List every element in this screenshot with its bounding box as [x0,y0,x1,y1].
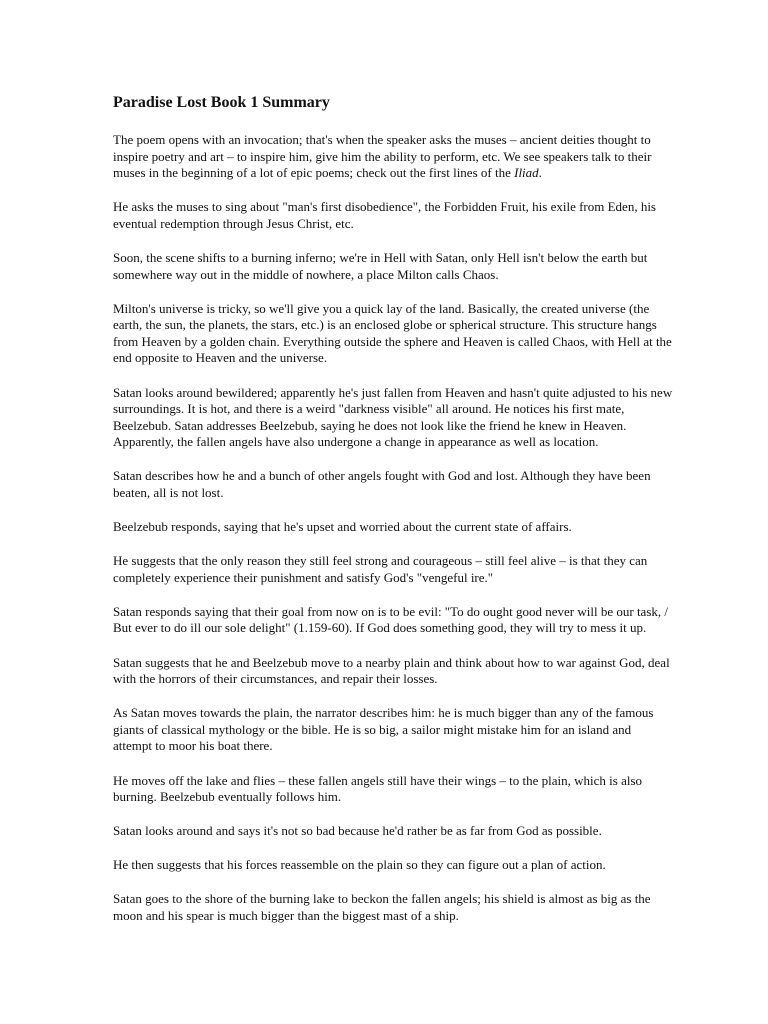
paragraph-invocation [113,132,673,182]
paragraph: Soon, the scene shifts to a burning inferno; we're in Hell with Satan, only Hell isn't below the earth but somewhere way out in the middle of nowhere, a place Milton calls Chaos. [113,249,648,282]
document-title: Paradise Lost Book 1 Summary [113,94,330,111]
paragraph: He asks the muses to sing about "man's first disobedience", the Forbidden Fruit, his exile from Eden, his eventual redemption through Jesus Christ, etc. [113,199,656,231]
paragraph: Beelzebub responds, saying that he's upset and worried about the current state of affairs. [113,519,572,535]
paragraph: Satan looks around bewildered; apparently he's just fallen from Heaven and hasn't quite adjusted to his new surroundings. It is hot, and there is a weird "darkness visible" all around. He notices his first mate, Beelzebub. Satan addresses Beelzebub, saying he does not look like the friend he knew in Heaven. Apparently, the fallen angels have also undergone a change in appearance as well as location. [113,384,673,450]
paragraph: Satan describes how he and a bunch of other angels fought with God and lost. Although they have been beaten, all is not lost. [113,468,651,500]
paragraph: He then suggests that his forces reassemble on the plain so they can figure out a plan of action. [113,857,606,873]
paragraph: Milton's universe is tricky, so we'll give you a quick lay of the land. Basically, the created universe (the earth, the sun, the planets, the stars, etc.) is an enclosed globe or spherical structure. This structure hangs from Heaven by a golden chain. Everything outside the sphere and Heaven is called Chaos, with Hell at the end opposite to Heaven and the universe. [113,300,672,366]
paragraph: As Satan moves towards the plain, the narrator describes him: he is much bigger than any of the famous giants of classical mythology or the bible. He is so big, a sailor might mistake him for an island and attempt to moor his boat there. [113,705,654,754]
paragraph: Satan responds saying that their goal from now on is to be evil: "To do ought good never will be our task, / But ever to do ill our sole delight" (1.159-60). If God does something good, they will try to mess it up. [113,603,669,636]
paragraph: He moves off the lake and flies – these fallen angels still have their wings – to the plain, which is also burning. Beelzebub eventually follows him. [113,772,643,805]
document-page [113,93,673,942]
paragraph-text-end: . [538,165,542,181]
paragraph: He suggests that the only reason they still feel strong and courageous – still feel alive – is that they can completely experience their punishment and satisfy God's "vengeful ire." [113,553,648,585]
paragraph-text: The poem opens with an invocation; that's when the speaker asks the muses – ancient deities thought to inspire poetry and art – to inspire him, give him the ability to perform, etc. We see speakers talk to their muses in the beginning of a lot of epic poems; check out the first lines of the [113,132,652,181]
paragraph: Satan goes to the shore of the burning lake to beckon the fallen angels; his shield is almost as big as the moon and his spear is much bigger than the biggest mast of a ship. [113,891,651,923]
iliad-title: Iliad [514,165,539,181]
paragraph: Satan looks around and says it's not so bad because he'd rather be as far from God as possible. [113,823,602,839]
paragraph: Satan suggests that he and Beelzebub move to a nearby plain and think about how to war against God, deal with the horrors of their circumstances, and repair their losses. [113,654,670,687]
